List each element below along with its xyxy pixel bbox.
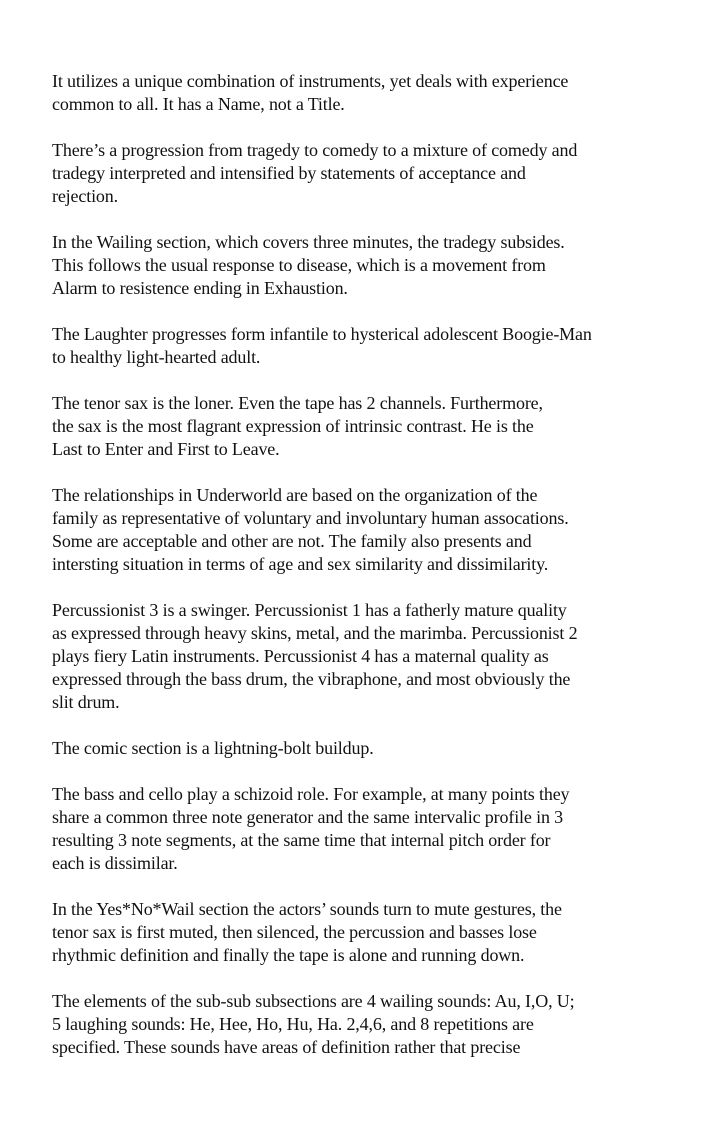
document-body bbox=[52, 70, 677, 1059]
paragraph-laughter: The Laughter progresses form infantile to hysterical adolescent Boogie-Man to healthy light-hearted adult. bbox=[52, 324, 592, 367]
paragraph-wailing-section: In the Wailing section, which covers three minutes, the tradegy subsides. This follows the usual response to disease, which is a movement from Alarm to resistence ending in Exhaustion. bbox=[52, 232, 565, 298]
paragraph-percussionists: Percussionist 3 is a swinger. Percussionist 1 has a fatherly mature quality as expressed through heavy skins, metal, and the marimba. Percussionist 2 plays fiery Latin instruments. Percussionist 4 has a maternal quality as expressed through the bass drum, the vibraphone, and most obviously the slit drum. bbox=[52, 600, 578, 712]
paragraph-comic-section: The comic section is a lightning-bolt buildup. bbox=[52, 738, 374, 758]
paragraph-relationships: The relationships in Underworld are based on the organization of the family as representative of voluntary and involuntary human assocations. Some are acceptable and other are not. The family also presents and intersting situation in terms of age and sex similarity and dissimilarity. bbox=[52, 485, 569, 574]
paragraph-progression: There’s a progression from tragedy to comedy to a mixture of comedy and tradegy interpreted and intensified by statements of acceptance and rejection. bbox=[52, 140, 578, 206]
paragraph-sub-subsections: The elements of the sub-sub subsections are 4 wailing sounds: Au, I,O, U; 5 laughing sounds: He, Hee, Ho, Hu, Ha. 2,4,6, and 8 repetitions are specified. These sounds have areas of definition rather that precise bbox=[52, 991, 575, 1057]
paragraph-yes-no-wail: In the Yes*No*Wail section the actors’ sounds turn to mute gestures, the tenor sax is first muted, then silenced, the percussion and basses lose rhythmic definition and finally the tape is alone and running down. bbox=[52, 899, 562, 965]
paragraph-bass-cello: The bass and cello play a schizoid role. For example, at many points they share a common three note generator and the same intervalic profile in 3 resulting 3 note segments, at the same time that internal pitch order for each is dissimilar. bbox=[52, 784, 570, 873]
paragraph-tenor-sax: The tenor sax is the loner. Even the tape has 2 channels. Furthermore, the sax is the most flagrant expression of intrinsic contrast. He is the Last to Enter and First to Leave. bbox=[52, 393, 543, 459]
paragraph-instruments: It utilizes a unique combination of instruments, yet deals with experience common to all. It has a Name, not a Title. bbox=[52, 71, 569, 114]
